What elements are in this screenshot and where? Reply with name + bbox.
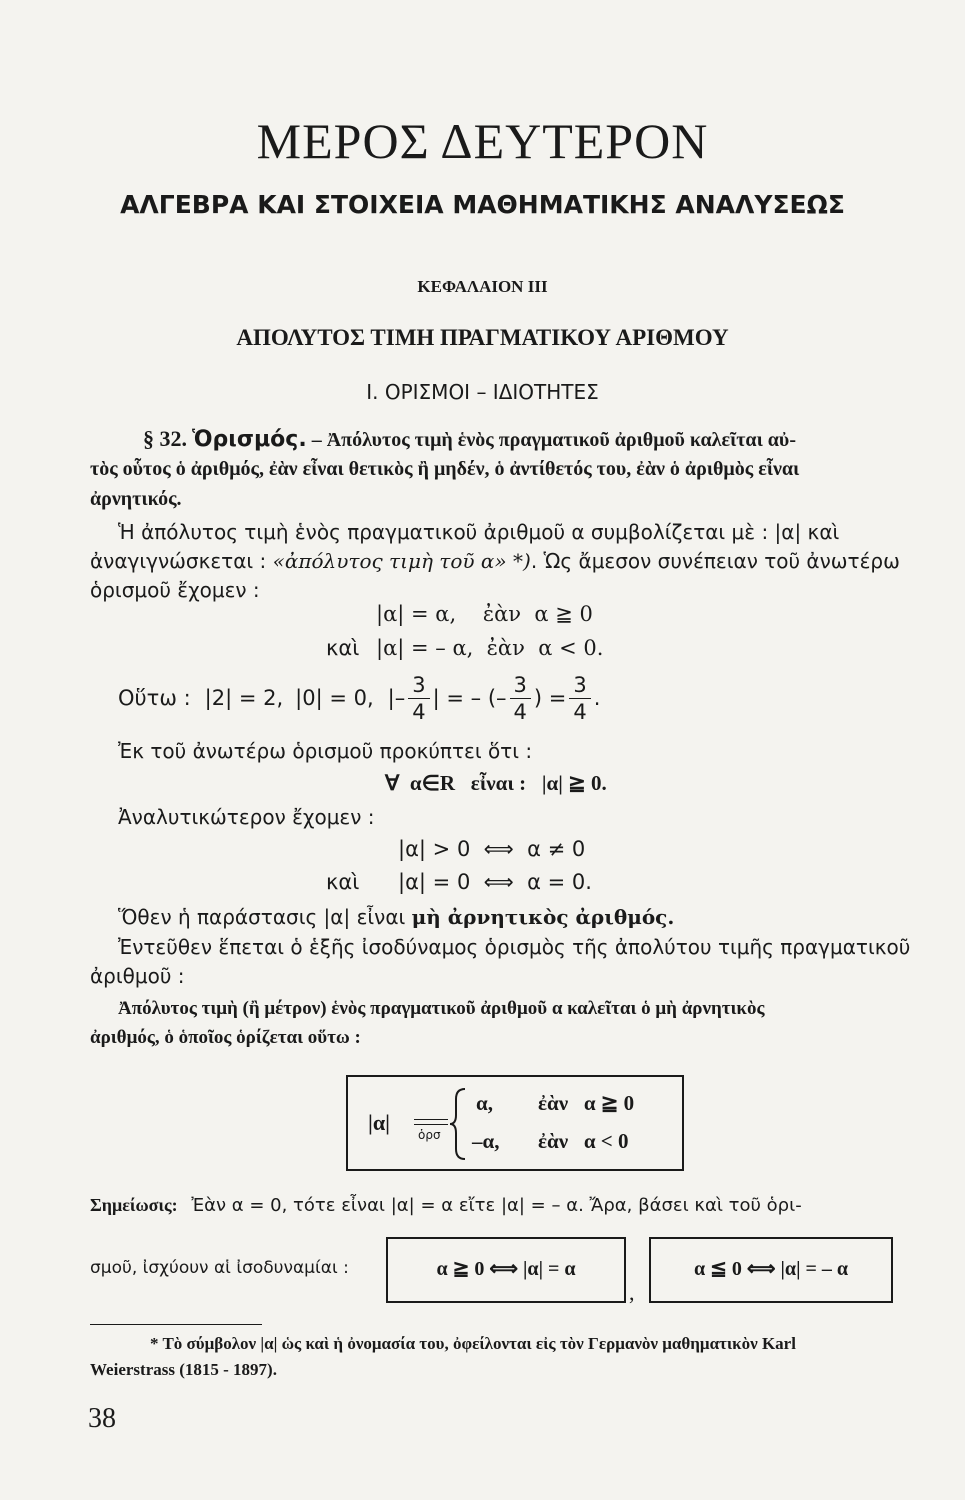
box-row-1-value: α,: [476, 1091, 493, 1115]
part-subtitle: ΑΛΓΕΒΡΑ ΚΑΙ ΣΤΟΙΧΕΙΑ ΜΑΘΗΜΑΤΙΚΗΣ ΑΝΑΛΥΣΕΩΣ: [120, 190, 845, 219]
fraction-denominator: 4: [412, 699, 426, 724]
box-lhs: |α|: [368, 1110, 390, 1135]
equivalence-box-2: [649, 1237, 893, 1303]
box-sub: ὁρσ: [418, 1128, 441, 1142]
therefore-emphasis: μὴ ἀρνητικὸς ἀριθμός.: [411, 905, 675, 929]
chapter-label: ΚΕΦΑΛΑΙΟΝ ΙΙΙ: [417, 277, 548, 296]
para-32-first-line: [143, 426, 796, 452]
chapter-title: ΑΠΟΛΥΤΟΣ ΤΙΜΗ ΠΡΑΓΜΑΤΙΚΟΥ ΑΡΙΘΜΟΥ: [236, 325, 729, 350]
example-1: |2| = 2,: [204, 686, 284, 710]
equivalence-1: |α| > 0 ⟺ α ≠ 0: [398, 837, 586, 861]
notation-line-1: Ἡ ἀπόλυτος τιμὴ ἑνὸς πραγματικοῦ ἀριθμοῦ α συμβολίζεται μὲ : |α| καὶ: [118, 520, 840, 544]
note-label: Σημείωσις:: [90, 1195, 178, 1215]
equivalence-box-1-text: α ≧ 0 ⟺ |α| = α: [436, 1258, 576, 1280]
example-3-end: .: [593, 686, 601, 710]
equivalence-2: |α| = 0 ⟺ α = 0.: [398, 870, 592, 894]
example-2: |0| = 0,: [295, 686, 374, 710]
box-row-2-value: –α,: [472, 1129, 500, 1153]
para-text: – Ἀπόλυτος τιμὴ ἑνὸς πραγματικοῦ ἀριθμοῦ καλεῖται αὐ-: [311, 429, 796, 451]
example-3-mid: | = – (–: [432, 686, 507, 710]
footnote-line-2: Weierstrass (1815 - 1897).: [90, 1360, 277, 1379]
notation-quote: «ἀπόλυτος τιμὴ τοῦ α» *): [272, 549, 531, 573]
example-3-close: ) =: [533, 686, 567, 710]
forall-statement: ∀ α∈R εἶναι : |α| ≧ 0.: [385, 771, 607, 795]
note-line-1: [90, 1195, 802, 1216]
hence-line-1: Ἐντεῦθεν ἕπεται ὁ ἑξῆς ἰσοδύναμος ὁρισμὸς τῆς ἀπολύτου τιμῆς πραγματικοῦ: [118, 935, 911, 959]
consequence-line: Ἐκ τοῦ ἀνωτέρω ὁρισμοῦ προκύπτει ὅτι :: [118, 739, 533, 763]
para-32-line-3: ἀρνητικός.: [90, 488, 182, 510]
footnote-line-1: * Τὸ σύμβολον |α| ὡς καὶ ἡ ὀνομασία του, ὀφείλονται εἰς τὸν Γερμανὸν μαθηματικὸν Karl: [150, 1334, 796, 1353]
formal-definition-line-2: ἀριθμός, ὁ ὁποῖος ὁρίζεται οὕτω :: [90, 1027, 361, 1048]
part-title: ΜΕΡΟΣ ΔΕΥΤΕΡΟΝ: [256, 113, 709, 169]
equivalence-box-2-text: α ≦ 0 ⟺ |α| = – α: [693, 1258, 849, 1280]
example-3-fraction: [408, 672, 429, 725]
curly-brace-icon: [448, 1087, 468, 1161]
fraction-numerator-2: 3: [510, 672, 531, 699]
para-32-line-2: τὸς οὗτος ὁ ἀριθμός, ἐὰν εἶναι θετικὸς ἢ μηδέν, ὁ ἀντίθετός του, ἐὰν ὁ ἀριθμὸς εἶναι: [90, 458, 800, 480]
example-3-fraction-2: [510, 672, 531, 725]
fraction-numerator-3: 3: [569, 672, 590, 699]
notation-read: ἀναγιγνώσκεται :: [90, 549, 267, 573]
therefore-text: Ὅθεν ἡ παράστασις |α| εἶναι: [118, 905, 406, 929]
page-number: 38: [88, 1403, 116, 1434]
example-3-fraction-3: [569, 672, 590, 725]
note-line-2: σμοῦ, ἰσχύουν αἱ ἰσοδυναμίαι :: [90, 1258, 349, 1278]
boxes-separator: ,: [629, 1280, 635, 1305]
definition-case-1: |α| = α, ἐὰν α ≧ 0: [376, 602, 593, 626]
box-equals-bottom: [414, 1124, 448, 1125]
fraction-numerator: 3: [408, 672, 429, 699]
definition-and: καὶ: [326, 636, 360, 660]
section-title: Ι. ΟΡΙΣΜΟΙ – ΙΔΙΟΤΗΤΕΣ: [366, 380, 599, 404]
box-row-1-condition: ἐὰν α ≧ 0: [538, 1091, 635, 1115]
notation-consequence: . Ὡς ἄμεσον συνέπειαν τοῦ ἀνωτέρω: [530, 549, 900, 573]
detailed-line: Ἀναλυτικώτερον ἔχομεν :: [118, 805, 375, 829]
note-text: Ἐὰν α = 0, τότε εἶναι |α| = α εἴτε |α| = – α. Ἄρα, βάσει καὶ τοῦ ὁρι-: [191, 1195, 802, 1216]
para-number: § 32.: [143, 426, 187, 451]
equivalence-and: καὶ: [326, 870, 360, 894]
example-3-open: |–: [387, 686, 406, 710]
formal-definition-line-1: Ἀπόλυτος τιμὴ (ἢ μέτρον) ἑνὸς πραγματικοῦ ἀριθμοῦ α καλεῖται ὁ μὴ ἀρνητικὸς: [118, 998, 765, 1019]
definition-box: [346, 1075, 684, 1171]
notation-line-2: [90, 549, 900, 573]
fraction-denominator-3: 4: [573, 699, 587, 724]
para-heading: Ὁρισμός.: [192, 427, 307, 452]
box-row-2-condition: ἐὰν α < 0: [538, 1129, 629, 1153]
definition-case-2: |α| = – α, ἐὰν α < 0.: [376, 636, 604, 660]
hence-line-2: ἀριθμοῦ :: [90, 964, 185, 988]
footnote-rule: [90, 1324, 262, 1325]
therefore-line: [118, 905, 674, 929]
fraction-denominator-2: 4: [513, 699, 527, 724]
box-equals-top: [414, 1119, 448, 1120]
equivalence-box-1: [386, 1237, 626, 1303]
examples-prefix: Οὕτω :: [118, 686, 191, 710]
examples-line: [118, 668, 600, 728]
notation-line-3: ὁρισμοῦ ἔχομεν :: [90, 578, 260, 602]
